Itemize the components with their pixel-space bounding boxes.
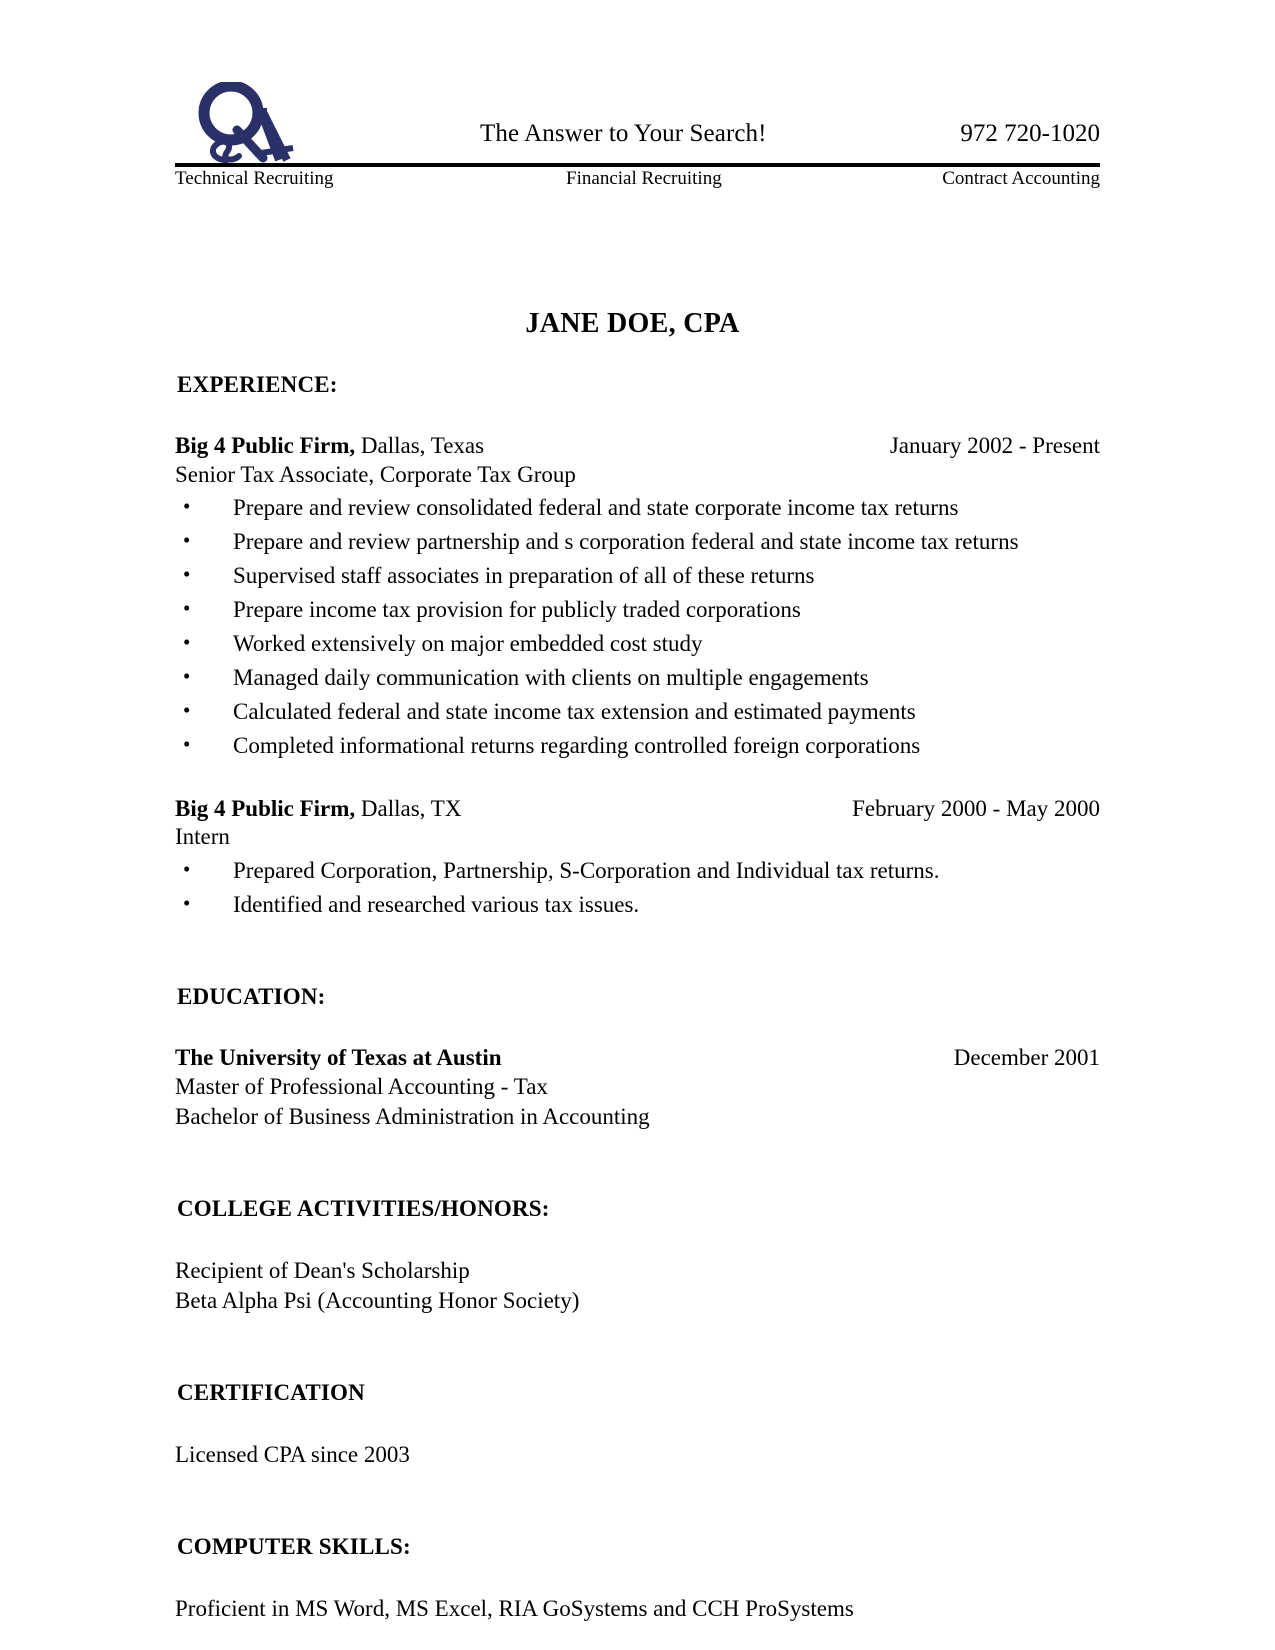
list-item-text: Identified and researched various tax issues. (233, 891, 640, 917)
section-heading-college-activities: COLLEGE ACTIVITIES/HONORS: (177, 1196, 550, 1222)
list-item-text: Prepare income tax provision for publicly traded corporations (233, 596, 801, 622)
list-item (175, 698, 1100, 727)
job-responsibility-list (175, 857, 1100, 920)
service-technical-recruiting: Technical Recruiting (175, 168, 334, 189)
letterhead (175, 0, 1100, 189)
employer-location: Dallas, Texas (355, 433, 485, 458)
graduation-date: December 2001 (953, 1044, 1100, 1070)
employer-name: Big 4 Public Firm, (175, 795, 356, 821)
list-item-text: Prepare and review consolidated federal and state corporate income tax returns (233, 495, 959, 521)
experience-entry-header (175, 432, 1100, 461)
list-item-text: Managed daily communication with clients on multiple engagements (233, 664, 869, 690)
bullet-icon: • (183, 663, 191, 688)
bullet-icon: • (183, 890, 191, 915)
bullet-icon: • (183, 697, 191, 722)
list-item: Proficient in MS Word, MS Excel, RIA GoSystems and CCH ProSystems (175, 1595, 854, 1621)
list-item (175, 562, 1100, 591)
list-item-text: Supervised staff associates in preparation of all of these returns (233, 562, 815, 588)
list-item (175, 732, 1100, 761)
employment-dates: January 2002 - Present (889, 433, 1100, 458)
list-item (175, 630, 1100, 659)
candidate-name: JANE DOE, CPA (525, 308, 740, 339)
employment-dates: February 2000 - May 2000 (852, 795, 1100, 821)
experience-entry (175, 795, 1100, 920)
experience-entry-header (175, 795, 1100, 824)
computer-skills-list (175, 1594, 1100, 1624)
experience-entry (175, 432, 1100, 761)
bullet-icon: • (183, 856, 191, 881)
degree-line: Bachelor of Business Administration in Accounting (175, 1104, 650, 1130)
education-entry (175, 1044, 1100, 1132)
education-entry-header (175, 1044, 1100, 1073)
job-title: Senior Tax Associate, Corporate Tax Group (175, 461, 576, 487)
bullet-icon: • (183, 629, 191, 654)
section-heading-education: EDUCATION: (177, 983, 326, 1009)
certification-list (175, 1440, 1100, 1470)
job-title: Intern (175, 824, 230, 850)
list-item-text: Calculated federal and state income tax extension and estimated payments (233, 698, 916, 724)
list-item (175, 857, 1100, 886)
employer-location: Dallas, TX (355, 795, 462, 821)
bullet-icon: • (183, 528, 191, 552)
section-heading-certification: CERTIFICATION (177, 1379, 365, 1405)
service-contract-accounting: Contract Accounting (942, 168, 1100, 189)
list-item (175, 664, 1100, 693)
list-item (175, 596, 1100, 625)
employer-line (175, 795, 461, 824)
list-item-text: Completed informational returns regarding controlled foreign corporations (233, 732, 921, 758)
bullet-icon: • (183, 561, 191, 586)
company-phone: 972 720-1020 (960, 120, 1100, 147)
list-item-text: Worked extensively on major embedded cost study (233, 630, 703, 656)
section-heading-computer-skills: COMPUTER SKILLS: (177, 1533, 411, 1559)
employer-line (175, 432, 484, 461)
list-item: Recipient of Dean's Scholarship (175, 1258, 470, 1284)
bullet-icon: • (183, 731, 191, 756)
resume-content (175, 122, 1100, 1624)
company-tagline: The Answer to Your Search! (480, 120, 767, 147)
list-item: Beta Alpha Psi (Accounting Honor Society) (175, 1287, 580, 1313)
section-heading-experience: EXPERIENCE: (177, 372, 338, 397)
degree-line: Master of Professional Accounting - Tax (175, 1074, 548, 1100)
school-name (175, 1044, 502, 1073)
school-name-text: The University of Texas at Austin (175, 1044, 502, 1070)
list-item: Licensed CPA since 2003 (175, 1441, 410, 1467)
list-item (175, 494, 1100, 523)
bullet-icon: • (183, 595, 191, 620)
list-item (175, 528, 1100, 557)
list-item-text: Prepared Corporation, Partnership, S-Corporation and Individual tax returns. (233, 857, 940, 883)
bullet-icon: • (183, 494, 191, 519)
employer-name: Big 4 Public Firm, (175, 433, 356, 458)
list-item-text: Prepare and review partnership and s corporation federal and state income tax returns (233, 529, 1019, 554)
service-financial-recruiting: Financial Recruiting (566, 168, 722, 189)
college-activities-list (175, 1256, 1100, 1316)
list-item (175, 891, 1100, 920)
job-responsibility-list (175, 494, 1100, 761)
